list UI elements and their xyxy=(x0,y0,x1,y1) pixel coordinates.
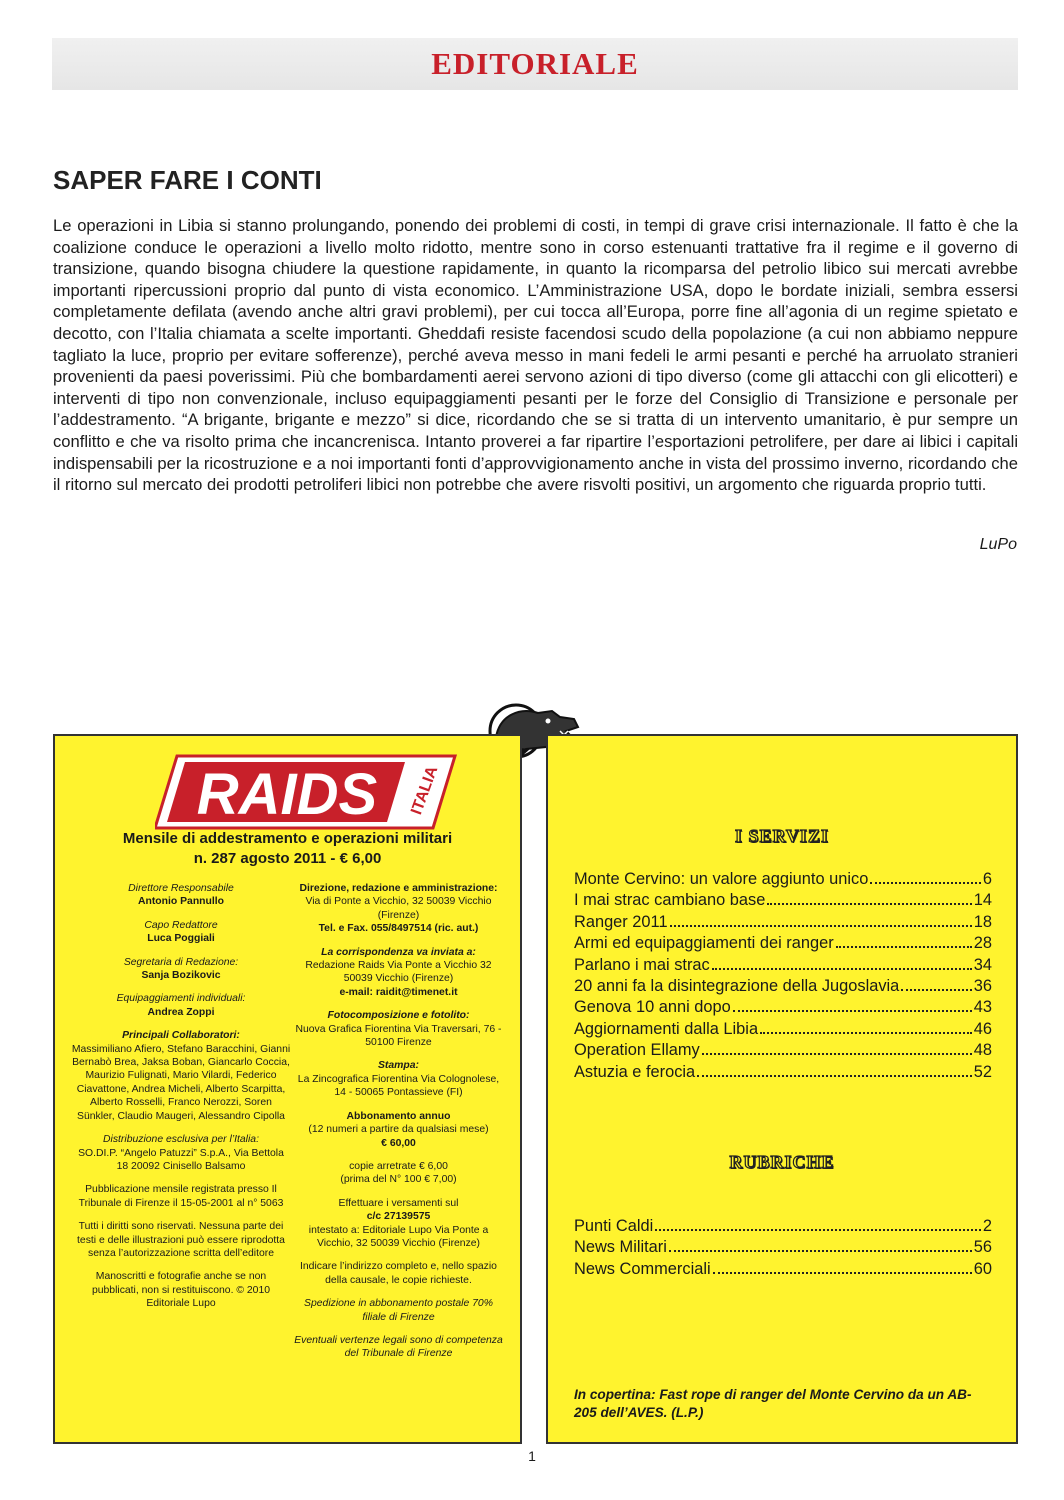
toc-entry-page: 18 xyxy=(973,912,992,931)
staff-column xyxy=(71,882,291,1321)
toc-entry-page: 48 xyxy=(973,1041,992,1060)
toc-entry-page: 52 xyxy=(973,1062,992,1081)
shipping-text: Spedizione in abbonamento postale 70% filiale di Firenze xyxy=(304,1298,493,1323)
legal-text: Eventuali vertenze legali sono di competenza del Tribunale di Firenze xyxy=(294,1334,503,1360)
toc-entry xyxy=(574,913,992,934)
page-number: 1 xyxy=(528,1448,536,1464)
photo-text: Nuova Grafica Fiorentina Via Traversari, 76 - 50100 Firenze xyxy=(295,1023,502,1049)
toc-leader-dots xyxy=(713,1272,972,1274)
print-label: Stampa: xyxy=(378,1060,419,1072)
servizi-title: I SERVIZI xyxy=(735,826,829,846)
toc-entry-title: Parlano i mai strac xyxy=(574,955,710,974)
magazine-subtitle: Mensile di addestramento e operazioni militari xyxy=(122,830,453,847)
payment-recipient: intestato a: Editoriale Lupo Via Ponte a Vicchio, 32 50039 Vicchio (Firenze) xyxy=(308,1224,489,1249)
toc-entry-page: 56 xyxy=(973,1238,992,1257)
back-issues-note: (prima del N° 100 € 7,00) xyxy=(340,1174,457,1186)
toc-entry xyxy=(574,1063,992,1084)
mail-email: e-mail: raidit@timenet.it xyxy=(339,986,458,998)
toc-entry-title: Operation Ellamy xyxy=(574,1041,700,1060)
toc-entry-page: 34 xyxy=(973,955,992,974)
masthead-panel xyxy=(53,734,522,1444)
toc-entry-page: 46 xyxy=(973,1019,992,1038)
payment-note: Indicare l’indirizzo completo e, nello spazio della causale, le copie richieste. xyxy=(300,1261,497,1286)
toc-entry xyxy=(574,1238,992,1259)
subscription-price: € 60,00 xyxy=(381,1137,416,1149)
logo-text: RAIDS xyxy=(196,762,378,827)
toc-entry-page: 14 xyxy=(973,891,992,910)
toc-leader-dots xyxy=(702,1053,972,1055)
distribution-text: SO.DI.P. “Angelo Patuzzi” S.p.A., Via Bettola 18 20092 Cinisello Balsamo xyxy=(78,1147,284,1172)
toc-entry-page: 43 xyxy=(973,998,992,1017)
toc-entry-title: 20 anni fa la disintegrazione della Jugoslavia xyxy=(574,976,900,995)
manuscripts-text: Manoscritti e fotografie anche se non pubblicati, non si restituiscono. © 2010 Editoriale Lupo xyxy=(91,1271,271,1310)
editor-name: Luca Poggiali xyxy=(147,933,215,945)
logo-subtext: ITALIA xyxy=(408,763,442,818)
toc-leader-dots xyxy=(767,903,971,905)
section-title: EDITORIALE xyxy=(431,46,639,81)
toc-entry-page: 28 xyxy=(973,934,992,953)
toc-entry xyxy=(574,891,992,912)
toc-entry xyxy=(574,956,992,977)
toc-entry-title: News Commerciali xyxy=(574,1259,711,1278)
direction-phone: Tel. e Fax. 055/8497514 (ric. aut.) xyxy=(318,923,479,935)
toc-leader-dots xyxy=(870,882,981,884)
mail-label: La corrispondenza va inviata a: xyxy=(321,946,476,958)
distribution-label: Distribuzione esclusiva per l’Italia: xyxy=(103,1134,259,1146)
registration-text: Pubblicazione mensile registrata presso Il Tribunale di Firenze il 15-05-2001 al n° 5063 xyxy=(78,1184,284,1209)
toc-entry-title: Armi ed equipaggiamenti dei ranger xyxy=(574,934,834,953)
subscription-desc: (12 numeri a partire da qualsiasi mese) xyxy=(308,1124,489,1136)
equipment-label: Equipaggiamenti individuali: xyxy=(116,993,246,1005)
payment-text: Effettuare i versamenti sul xyxy=(338,1197,459,1209)
secretary-name: Sanja Bozikovic xyxy=(141,970,221,982)
contributors-list: Massimiliano Afiero, Stefano Baracchini, Gianni Bernabò Brea, Jaksa Boban, Giancarlo Coccia, Maurizio Fulignati, Mario Vilardi, Federico Ciavattone, Andrea Micheli, Alberto Scarpitta, Alberto Rosselli, Franco Nerozzi, Soren Sünkler, Claudio Maugeri, Alessandro Cipolla xyxy=(71,1043,291,1122)
direction-address: Via di Ponte a Vicchio, 32 50039 Vicchio (Firenze) xyxy=(305,896,492,921)
toc-entry-title: News Militari xyxy=(574,1238,667,1257)
toc-entry-page: 60 xyxy=(973,1259,992,1278)
toc-entry xyxy=(574,934,992,955)
rights-text: Tutti i diritti sono riservati. Nessuna parte dei testi e delle illustrazioni può essere riprodotta senza l’autorizzazione scritta dell’editore xyxy=(77,1221,285,1259)
payment-account: c/c 27139575 xyxy=(366,1211,431,1223)
toc-entry-page: 2 xyxy=(982,1217,992,1235)
toc-entry-title: Punti Caldi xyxy=(574,1217,654,1235)
toc-entry-title: Ranger 2011 xyxy=(574,912,668,931)
cover-caption: In copertina: Fast rope di ranger del Monte Cervino da un AB-205 dell’AVES. (L.P.) xyxy=(574,1387,972,1420)
article-body: Le operazioni in Libia si stanno prolungando, ponendo dei problemi di costi, in tempi di grave crisi internazionale. Il fatto è che la coalizione conduce le operazioni a livello molto ridotto, mentre sono in corso estenuanti trattative fra il regime e il governo di transizione, quando bisogna chiudere la questione rapidamente, in quanto la ricomparsa del petrolio libico sui mercati avrebbe importanti ripercussioni proprio dal punto di vista economico. L’Amministrazione USA, dopo le bordate iniziali, sembra essersi completamente defilata (avendo anche altri gravi problemi), per cui tocca all’Europa, porre fine all’agonia di un regime spietato e decotto, con l’Italia chiamata a scelte importanti. Gheddafi resiste facendosi scudo della popolazione (a cui non abbiamo neppure tagliato la luce, proprio per evitare sofferenze), perché aveva messo in mani fedeli le armi pesanti e perché ha arruolato stranieri provenienti da paesi poverissimi. Più che bombardamenti aerei servono azioni di tipo diverso (come gli attacchi con gli elicotteri) e interventi di tipo non convenzionale, incluso equipaggiamenti pesanti per le forze del Consiglio di Transizione e personale per l’addestramento. “A brigante, brigante e mezzo” si dice, ricordando che se si tratta di un intervento umanitario, è pur sempre un conflitto e che va risolto prima che incancrenisca. Intanto proverei a far ripartire l’esportazioni petrolifere, per dare ai libici i capitali indispensabili per la ricostruzione e a noi importanti fonti d’approvvigionamento anche in vista del prossimo inverno, ricordando che il ritorno sul mercato dei prodotti petroliferi libici non potrebbe che avere risvolti positivi, un argomento che riguarda proprio tutti. xyxy=(53,216,1018,495)
toc-entry xyxy=(574,1041,992,1062)
toc-entry xyxy=(574,1260,992,1281)
toc-panel xyxy=(546,734,1018,1444)
rubriche-title: RUBRICHE xyxy=(729,1152,835,1172)
toc-entry xyxy=(574,870,992,891)
article-headline: SAPER FARE I CONTI xyxy=(53,165,322,195)
toc-entry xyxy=(574,1217,992,1238)
editor-label: Capo Redattore xyxy=(144,919,218,931)
print-text: La Zincografica Fiorentina Via Colognolese, 14 - 50065 Pontassieve (FI) xyxy=(297,1073,500,1099)
toc-entry xyxy=(574,1020,992,1041)
toc-entry-title: Aggiornamenti dalla Libia xyxy=(574,1019,759,1038)
secretary-label: Segretaria di Redazione: xyxy=(123,956,239,968)
toc-entry-title: Monte Cervino: un valore aggiunto unico xyxy=(574,870,869,888)
equipment-name: Andrea Zoppi xyxy=(147,1006,215,1018)
mail-address: Redazione Raids Via Ponte a Vicchio 32 50039 Vicchio (Firenze) xyxy=(305,960,492,985)
toc-entry xyxy=(574,977,992,998)
contributors-label: Principali Collaboratori: xyxy=(122,1030,240,1042)
direction-label: Direzione, redazione e amministrazione: xyxy=(299,883,498,894)
director-name: Antonio Pannullo xyxy=(138,896,224,908)
toc-leader-dots xyxy=(712,968,972,970)
toc-entry xyxy=(574,998,992,1019)
toc-entry-title: Astuzia e ferocia xyxy=(574,1062,696,1081)
back-issues-text: copie arretrate € 6,00 xyxy=(349,1160,448,1172)
toc-leader-dots xyxy=(697,1075,972,1077)
toc-leader-dots xyxy=(760,1032,972,1034)
servizi-list xyxy=(574,870,992,1084)
subscription-label: Abbonamento annuo xyxy=(346,1110,451,1122)
director-label: Direttore Responsabile xyxy=(128,883,234,894)
header-band xyxy=(52,38,1018,90)
toc-leader-dots xyxy=(901,989,971,991)
toc-entry-page: 6 xyxy=(982,870,992,888)
toc-leader-dots xyxy=(669,1250,972,1252)
toc-entry-title: I mai strac cambiano base xyxy=(574,891,766,910)
rubriche-list xyxy=(574,1217,992,1281)
issue-info: n. 287 agosto 2011 - € 6,00 xyxy=(193,850,382,867)
toc-entry-page: 36 xyxy=(973,976,992,995)
magazine-description xyxy=(55,829,520,869)
photo-label: Fotocomposizione e fotolito: xyxy=(327,1010,470,1022)
raids-logo xyxy=(155,752,465,832)
contacts-column xyxy=(291,882,506,1371)
toc-leader-dots xyxy=(733,1010,972,1012)
toc-leader-dots xyxy=(836,946,972,948)
toc-leader-dots xyxy=(655,1229,981,1231)
article-signature: LuPo xyxy=(979,536,1017,553)
toc-entry-title: Genova 10 anni dopo xyxy=(574,998,731,1017)
toc-leader-dots xyxy=(670,925,972,927)
